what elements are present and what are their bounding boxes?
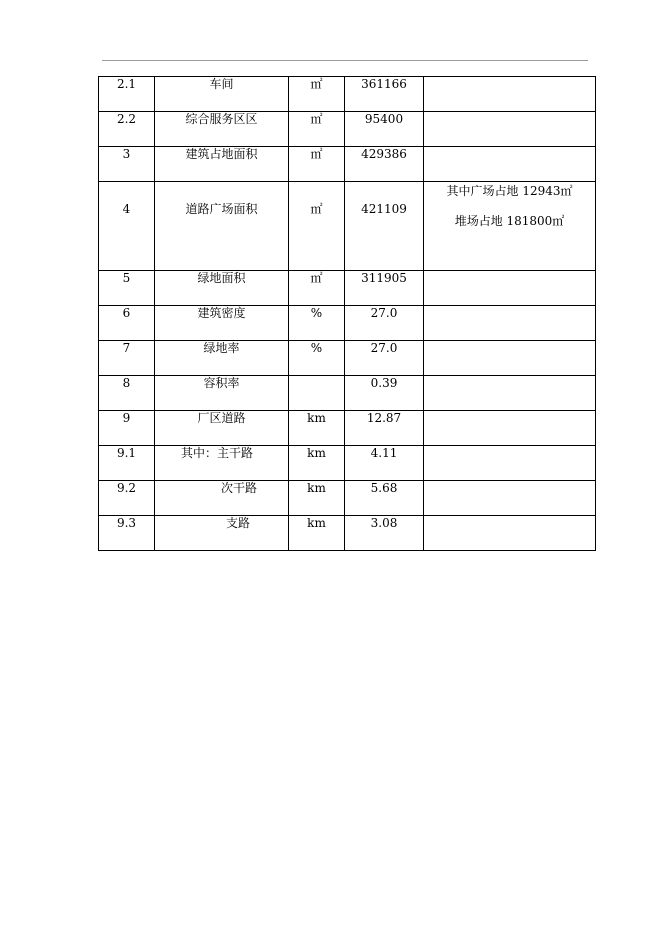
item-value: 27.0: [345, 306, 424, 341]
header-rule: [102, 60, 588, 61]
item-value: 27.0: [345, 341, 424, 376]
item-value: 311905: [345, 271, 424, 306]
table-row: [99, 411, 596, 446]
item-note: [424, 411, 596, 446]
table-row: [99, 77, 596, 112]
item-value: 0.39: [345, 376, 424, 411]
table-row: [99, 341, 596, 376]
land-use-table: [98, 76, 596, 551]
item-note: [424, 112, 596, 147]
item-unit: km: [289, 411, 345, 446]
row-number: 2.1: [99, 77, 155, 112]
row-number: 8: [99, 376, 155, 411]
item-name: 综合服务区区: [155, 112, 289, 147]
row-number: 9.2: [99, 481, 155, 516]
item-value: 421109: [345, 182, 424, 271]
item-value: 429386: [345, 147, 424, 182]
table-row: [99, 446, 596, 481]
note-storage-yard-area: 堆场占地 181800㎡: [454, 214, 565, 228]
item-note: [424, 182, 596, 271]
table-row: [99, 481, 596, 516]
row-number: 2.2: [99, 112, 155, 147]
item-unit: km: [289, 446, 345, 481]
item-value: 95400: [345, 112, 424, 147]
item-name: 绿地率: [155, 341, 289, 376]
item-name: 容积率: [155, 376, 289, 411]
item-unit: ㎡: [289, 271, 345, 306]
row-number: 7: [99, 341, 155, 376]
item-unit: [289, 376, 345, 411]
row-number: 6: [99, 306, 155, 341]
item-name: 建筑占地面积: [155, 147, 289, 182]
item-value: 12.87: [345, 411, 424, 446]
item-unit: ㎡: [289, 112, 345, 147]
table-row: [99, 271, 596, 306]
item-name: 支路: [155, 516, 289, 551]
item-note: [424, 516, 596, 551]
item-name: 道路广场面积: [155, 182, 289, 271]
item-unit: %: [289, 306, 345, 341]
item-value: 3.08: [345, 516, 424, 551]
item-note: [424, 77, 596, 112]
item-name: 建筑密度: [155, 306, 289, 341]
row-number: 9: [99, 411, 155, 446]
item-note: [424, 376, 596, 411]
table-row: [99, 516, 596, 551]
item-unit: km: [289, 481, 345, 516]
item-unit: ㎡: [289, 147, 345, 182]
item-name: 厂区道路: [155, 411, 289, 446]
item-unit: km: [289, 516, 345, 551]
item-note: [424, 341, 596, 376]
item-unit: %: [289, 341, 345, 376]
row-number: 5: [99, 271, 155, 306]
row-number: 3: [99, 147, 155, 182]
row-number: 4: [99, 182, 155, 271]
item-note: [424, 481, 596, 516]
item-note: [424, 271, 596, 306]
item-name: 车间: [155, 77, 289, 112]
item-note: [424, 306, 596, 341]
note-plaza-area: 其中广场占地 12943㎡: [446, 184, 573, 198]
item-value: 4.11: [345, 446, 424, 481]
item-name: 次干路: [155, 481, 289, 516]
item-unit: ㎡: [289, 77, 345, 112]
row-number: 9.1: [99, 446, 155, 481]
item-note: [424, 446, 596, 481]
item-unit: ㎡: [289, 182, 345, 271]
item-name: 绿地面积: [155, 271, 289, 306]
item-name: 其中：主干路: [155, 446, 289, 481]
item-value: 361166: [345, 77, 424, 112]
item-note: [424, 147, 596, 182]
table-row: [99, 376, 596, 411]
table-row: [99, 112, 596, 147]
table-row: [99, 182, 596, 271]
table-row: [99, 147, 596, 182]
row-number: 9.3: [99, 516, 155, 551]
item-value: 5.68: [345, 481, 424, 516]
table-row: [99, 306, 596, 341]
